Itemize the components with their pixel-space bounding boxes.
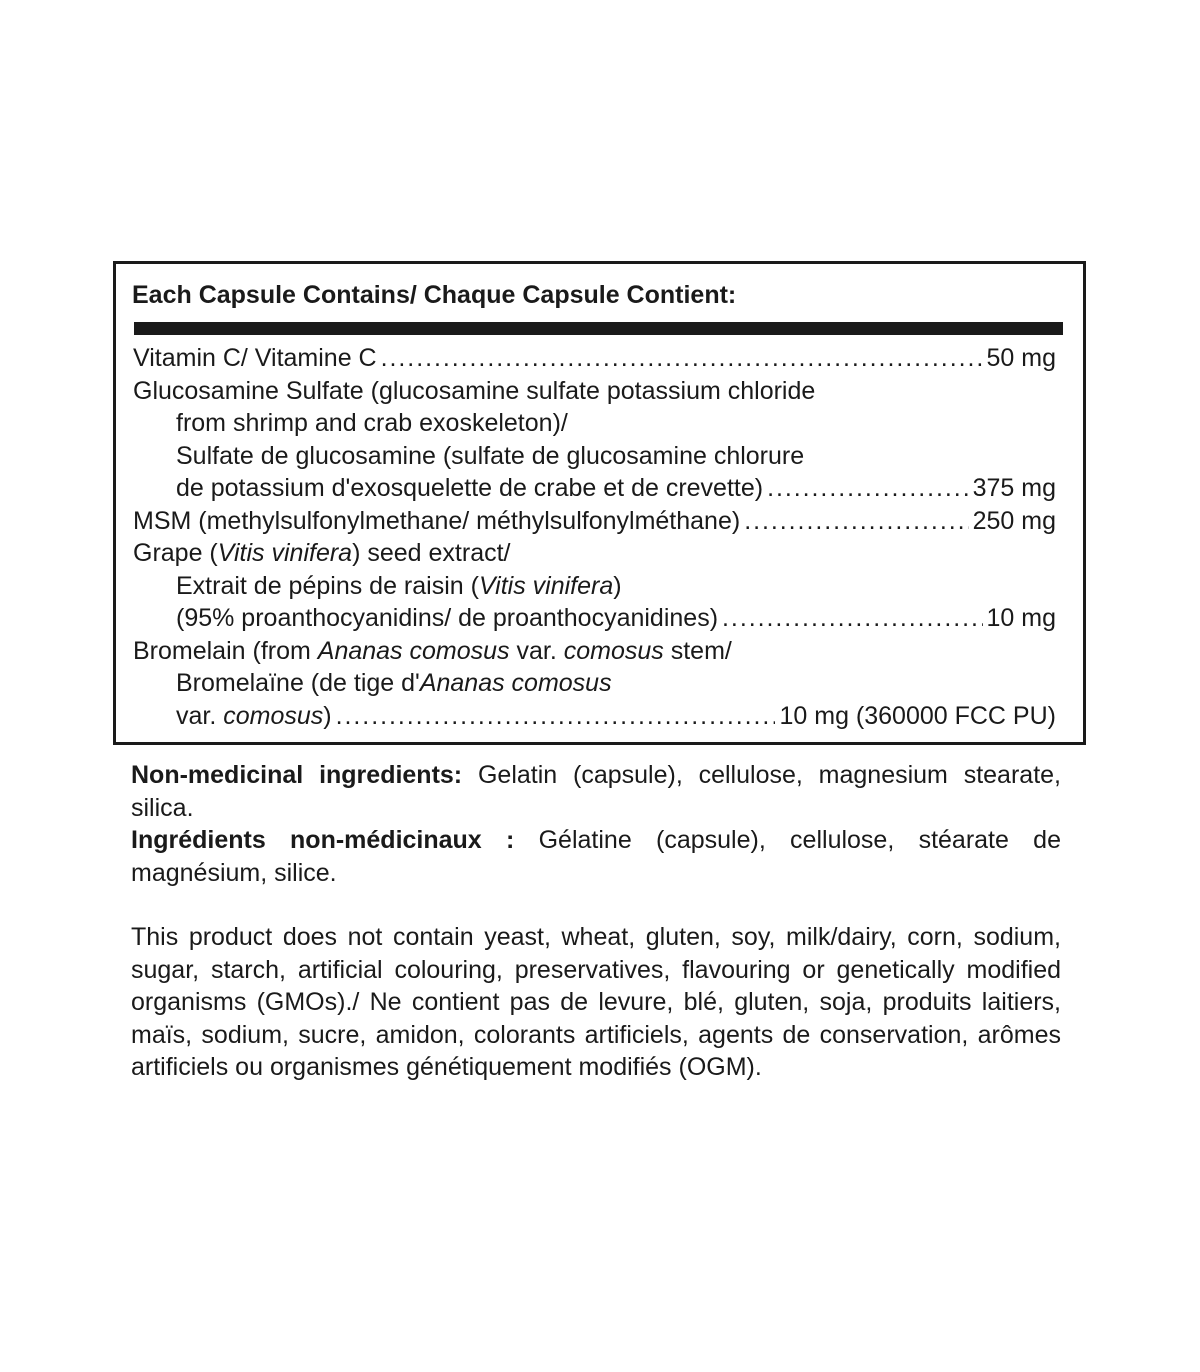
ingredient-row-grape (133, 537, 1056, 570)
ingredient-name-fr: Sulfate de glucosamine (sulfate de glucosamine chlorure (176, 441, 805, 470)
free-from-statement: This product does not contain yeast, wheat, gluten, soy, milk/dairy, corn, sodium, sugar, starch, artificial colouring, preservatives, flavouring or genetically modified organisms (GMOs)./ Ne contient pas de levure, blé, gluten, soja, produits laitiers, maïs, sodium, sucre, amidon, colorants artificiels, agents de conservation, arômes artificiels ou organismes génétiquement modifiés (OGM). (131, 923, 1061, 1081)
ingredient-row-glucosamine-fr (133, 440, 1056, 473)
non-medicinal-ingredients-fr (131, 824, 1061, 889)
ingredient-amount: 10 mg (986, 604, 1056, 632)
ingredient-row-grape-fr (133, 570, 1056, 603)
ingredient-name-fr: Bromelaïne (de tige d'Ananas comosus (176, 669, 612, 697)
ingredient-name: Grape (Vitis vinifera) seed extract/ (133, 539, 511, 567)
ingredient-amount: 250 mg (972, 506, 1056, 535)
ingredient-name-fr: Extrait de pépins de raisin (Vitis vinifera) (176, 571, 622, 600)
ingredient-name-fr-cont: var. comosus) (176, 701, 332, 730)
non-medicinal-text-fr: Gélatine (capsule), cellulose, stéarate de magnésium, silice. (131, 826, 1061, 887)
ingredient-row-bromelain-fr (133, 667, 1056, 700)
ingredient-row-bromelain-fr-cont (133, 700, 1056, 733)
ingredient-name: Bromelain (from Ananas comosus var. comosus stem/ (133, 636, 732, 665)
ingredient-row-msm (133, 505, 1056, 538)
dot-leader (722, 602, 982, 635)
dot-leader (744, 505, 968, 538)
ingredient-name: Glucosamine Sulfate (glucosamine sulfate potassium chloride (133, 376, 816, 405)
ingredient-name-fr-cont: de potassium d'exosquelette de crabe et de crevette) (176, 474, 764, 502)
ingredient-row-glucosamine-fr-cont (133, 472, 1056, 505)
panel-title: Each Capsule Contains/ Chaque Capsule Contient: (132, 281, 737, 309)
ingredient-row-grape-standardization (133, 602, 1056, 635)
ingredient-list (133, 342, 1056, 732)
ingredient-name: Vitamin C/ Vitamine C (133, 344, 377, 372)
dot-leader (381, 342, 983, 375)
non-medicinal-label-en: Non-medicinal ingredients: (131, 761, 463, 789)
non-medicinal-label-fr: Ingrédients non-médicinaux : (131, 826, 515, 854)
ingredient-amount: 375 mg (972, 474, 1056, 502)
non-medicinal-text-en: Gelatin (capsule), cellulose, magnesium stearate, silica. (131, 761, 1061, 822)
dot-leader (336, 700, 776, 733)
ingredients-panel (113, 261, 1086, 745)
ingredient-name: MSM (methylsulfonylmethane/ méthylsulfonylméthane) (133, 506, 741, 535)
ingredient-standardization: (95% proanthocyanidins/ de proanthocyanidines) (176, 604, 719, 632)
ingredient-row-vitamin-c (133, 342, 1056, 375)
ingredient-row-bromelain (133, 635, 1056, 668)
non-medicinal-ingredients-en (131, 759, 1061, 824)
panel-divider (134, 322, 1063, 335)
dot-leader (767, 472, 969, 505)
ingredient-amount: 50 mg (986, 344, 1056, 372)
ingredient-row-glucosamine-cont (133, 407, 1056, 440)
ingredient-name-cont: from shrimp and crab exoskeleton)/ (176, 409, 568, 437)
ingredient-amount: 10 mg (360000 FCC PU) (779, 701, 1056, 730)
ingredient-row-glucosamine (133, 375, 1056, 408)
